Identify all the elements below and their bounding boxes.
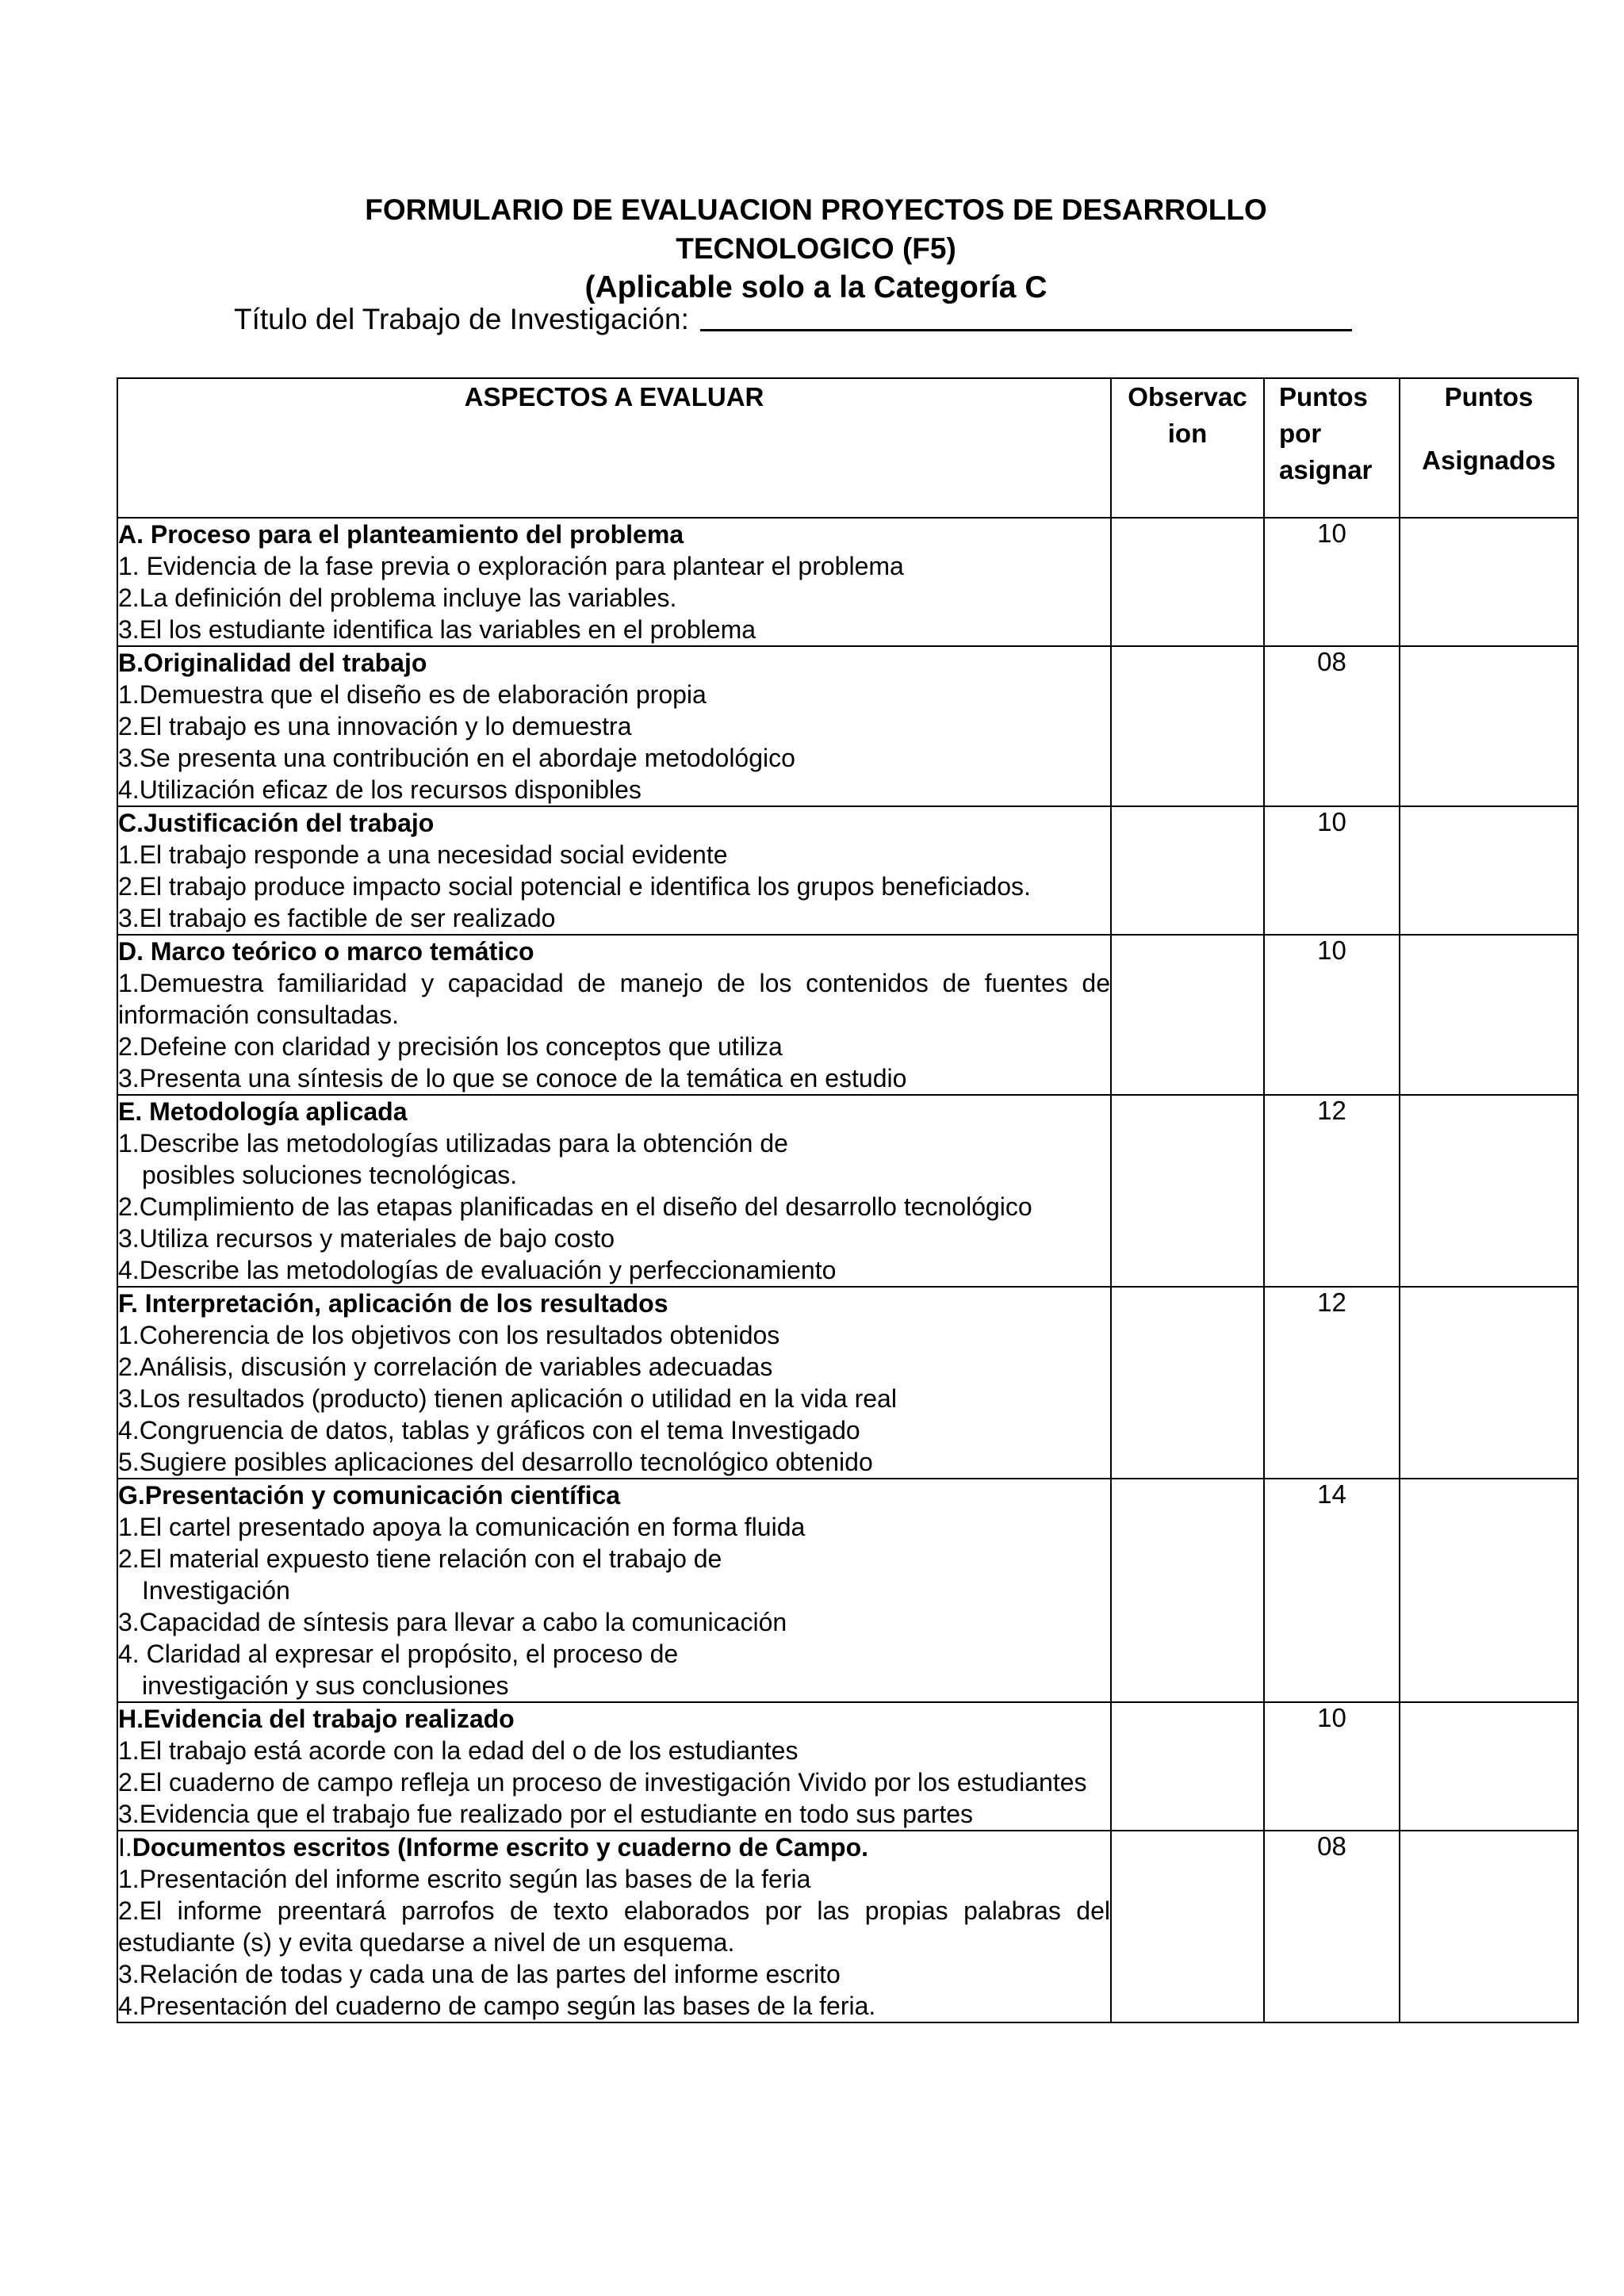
- section-g-aspects: [117, 1479, 1111, 1702]
- section-g-item: 4. Claridad al expresar el propósito, el proceso de: [118, 1640, 679, 1668]
- section-a-observation-cell[interactable]: [1111, 518, 1264, 646]
- section-d-aspects: [117, 935, 1111, 1095]
- section-i-points: 08: [1264, 1831, 1400, 2022]
- table-row-section-f: [117, 1287, 1578, 1479]
- header-aspects: [117, 378, 1111, 518]
- form-title-line-2: TECNOLOGICO (F5): [676, 232, 956, 265]
- section-c-title: C.Justificación del trabajo: [118, 809, 435, 837]
- section-h-points: 10: [1264, 1702, 1400, 1831]
- section-e-item: 2.Cumplimiento de las etapas planificadas en el diseño del desarrollo tecnológico: [118, 1192, 1032, 1221]
- section-f-item: 4.Congruencia de datos, tablas y gráficos con el tema Investigado: [118, 1416, 860, 1445]
- section-a-title: A. Proceso para el planteamiento del problema: [118, 520, 684, 549]
- table-row-section-c: [117, 806, 1578, 935]
- section-c-aspects: [117, 806, 1111, 935]
- section-e-assigned-cell[interactable]: [1400, 1095, 1578, 1287]
- section-h-item: 2.El cuaderno de campo refleja un proceso de investigación Vivido por los estudiantes: [118, 1768, 1087, 1797]
- section-f-assigned-cell[interactable]: [1400, 1287, 1578, 1479]
- research-title-row: [234, 303, 1352, 336]
- section-f-item: 1.Coherencia de los objetivos con los resultados obtenidos: [118, 1321, 780, 1349]
- section-b-item: 3.Se presenta una contribución en el abordaje metodológico: [118, 744, 795, 772]
- header-points-assigned: [1400, 378, 1578, 518]
- section-a-item: 2.La definición del problema incluye las variables.: [118, 584, 677, 612]
- section-e-item: posibles soluciones tecnológicas.: [142, 1161, 518, 1189]
- evaluation-table: [117, 377, 1579, 2023]
- table-row-section-g: [117, 1479, 1578, 1702]
- header-observation: [1111, 378, 1264, 518]
- research-title-blank-line[interactable]: [700, 300, 1352, 331]
- section-g-points: 14: [1264, 1479, 1400, 1702]
- section-b-item: 4.Utilización eficaz de los recursos disponibles: [118, 775, 642, 804]
- section-i-aspects: [117, 1831, 1111, 2022]
- section-e-aspects: [117, 1095, 1111, 1287]
- section-c-points: 10: [1264, 806, 1400, 935]
- header-aspects-label: ASPECTOS A EVALUAR: [464, 382, 764, 411]
- section-g-item: 3.Capacidad de síntesis para llevar a cabo la comunicación: [118, 1608, 787, 1636]
- section-g-item: Investigación: [142, 1576, 290, 1605]
- table-row-section-b: [117, 646, 1578, 806]
- section-g-title: G.Presentación y comunicación científica: [118, 1481, 621, 1510]
- section-c-observation-cell[interactable]: [1111, 806, 1264, 935]
- form-category-note: (Aplicable solo a la Categoría C: [584, 270, 1048, 304]
- section-f-aspects: [117, 1287, 1111, 1479]
- section-d-item: 3.Presenta una síntesis de lo que se conoce de la temática en estudio: [118, 1064, 907, 1093]
- section-f-item: 5.Sugiere posibles aplicaciones del desarrollo tecnológico obtenido: [118, 1448, 873, 1476]
- section-f-item: 3.Los resultados (producto) tienen aplicación o utilidad en la vida real: [118, 1384, 897, 1413]
- section-g-item: investigación y sus conclusiones: [142, 1671, 509, 1700]
- section-e-item: 1.Describe las metodologías utilizadas para la obtención de: [118, 1129, 788, 1158]
- section-b-points: 08: [1264, 646, 1400, 806]
- section-c-item: 1.El trabajo responde a una necesidad social evidente: [118, 840, 728, 869]
- section-h-item: 1.El trabajo está acorde con la edad del o de los estudiantes: [118, 1736, 799, 1765]
- section-b-item: 2.El trabajo es una innovación y lo demuestra: [118, 712, 632, 740]
- section-g-assigned-cell[interactable]: [1400, 1479, 1578, 1702]
- header-points-to-assign: [1264, 378, 1400, 518]
- form-header: [0, 190, 1624, 307]
- section-b-assigned-cell[interactable]: [1400, 646, 1578, 806]
- section-h-assigned-cell[interactable]: [1400, 1702, 1578, 1831]
- section-f-points: 12: [1264, 1287, 1400, 1479]
- table-row-section-i: [117, 1831, 1578, 2022]
- section-i-title-prefix: I.: [118, 1833, 132, 1862]
- header-observation-line-2: ion: [1167, 419, 1208, 448]
- section-g-item: 2.El material expuesto tiene relación con el trabajo de: [118, 1544, 722, 1573]
- section-d-points: 10: [1264, 935, 1400, 1095]
- section-e-points: 12: [1264, 1095, 1400, 1287]
- section-c-item: 3.El trabajo es factible de ser realizado: [118, 904, 556, 932]
- section-h-item: 3.Evidencia que el trabajo fue realizado por el estudiante en todo sus partes: [118, 1800, 974, 1828]
- section-i-item: 2.El informe preentará parrofos de texto elaborados por las propias palabras del estudiante (s) y evita quedarse a nivel de un esquema.: [118, 1896, 1110, 1957]
- section-d-observation-cell[interactable]: [1111, 935, 1264, 1095]
- section-e-item: 3.Utiliza recursos y materiales de bajo costo: [118, 1224, 615, 1253]
- table-row-section-e: [117, 1095, 1578, 1287]
- section-i-item: 1.Presentación del informe escrito según las bases de la feria: [118, 1865, 811, 1893]
- section-g-observation-cell[interactable]: [1111, 1479, 1264, 1702]
- section-b-title: B.Originalidad del trabajo: [118, 649, 427, 677]
- section-a-item: 1. Evidencia de la fase previa o exploración para plantear el problema: [118, 552, 904, 580]
- section-c-assigned-cell[interactable]: [1400, 806, 1578, 935]
- section-i-observation-cell[interactable]: [1111, 1831, 1264, 2022]
- section-a-assigned-cell[interactable]: [1400, 518, 1578, 646]
- section-e-title: E. Metodología aplicada: [118, 1097, 408, 1126]
- header-points-line-1: Puntos: [1279, 382, 1368, 411]
- section-f-title: F. Interpretación, aplicación de los resultados: [118, 1289, 668, 1318]
- section-d-assigned-cell[interactable]: [1400, 935, 1578, 1095]
- section-c-item: 2.El trabajo produce impacto social potencial e identifica los grupos beneficiados.: [118, 872, 1031, 901]
- header-observation-line-1: Observac: [1128, 382, 1247, 411]
- header-points-line-3: asignar: [1279, 455, 1373, 484]
- table-row-section-d: [117, 935, 1578, 1095]
- header-points-line-2: por: [1279, 419, 1322, 448]
- section-i-title: Documentos escritos (Informe escrito y cuaderno de Campo.: [132, 1833, 868, 1862]
- section-d-item: 1.Demuestra familiaridad y capacidad de manejo de los contenidos de fuentes de información consultadas.: [118, 969, 1110, 1029]
- table-row-section-a: [117, 518, 1578, 646]
- table-header-row: [117, 378, 1578, 518]
- section-d-title: D. Marco teórico o marco temático: [118, 937, 534, 966]
- section-i-title-row: [118, 1831, 1110, 1863]
- section-d-item: 2.Defeine con claridad y precisión los conceptos que utiliza: [118, 1032, 783, 1061]
- section-h-title: H.Evidencia del trabajo realizado: [118, 1705, 515, 1733]
- header-assigned-line-2: Asignados: [1422, 446, 1556, 475]
- section-b-observation-cell[interactable]: [1111, 646, 1264, 806]
- form-title-line-1: FORMULARIO DE EVALUACION PROYECTOS DE DESARROLLO: [365, 193, 1267, 226]
- section-a-points: 10: [1264, 518, 1400, 646]
- section-b-item: 1.Demuestra que el diseño es de elaboración propia: [118, 680, 707, 709]
- section-g-item: 1.El cartel presentado apoya la comunicación en forma fluida: [118, 1513, 806, 1541]
- section-i-item: 4.Presentación del cuaderno de campo según las bases de la feria.: [118, 1992, 876, 2020]
- section-h-observation-cell[interactable]: [1111, 1702, 1264, 1831]
- header-assigned-line-1: Puntos: [1444, 382, 1534, 411]
- section-f-item: 2.Análisis, discusión y correlación de variables adecuadas: [118, 1353, 773, 1381]
- research-title-label: Título del Trabajo de Investigación:: [234, 303, 689, 335]
- section-i-assigned-cell[interactable]: [1400, 1831, 1578, 2022]
- section-a-item: 3.El los estudiante identifica las variables en el problema: [118, 615, 756, 644]
- section-e-observation-cell[interactable]: [1111, 1095, 1264, 1287]
- section-h-aspects: [117, 1702, 1111, 1831]
- section-e-item: 4.Describe las metodologías de evaluación y perfeccionamiento: [118, 1256, 837, 1284]
- section-a-aspects: [117, 518, 1111, 646]
- section-f-observation-cell[interactable]: [1111, 1287, 1264, 1479]
- section-i-item: 3.Relación de todas y cada una de las partes del informe escrito: [118, 1960, 841, 1988]
- section-b-aspects: [117, 646, 1111, 806]
- table-row-section-h: [117, 1702, 1578, 1831]
